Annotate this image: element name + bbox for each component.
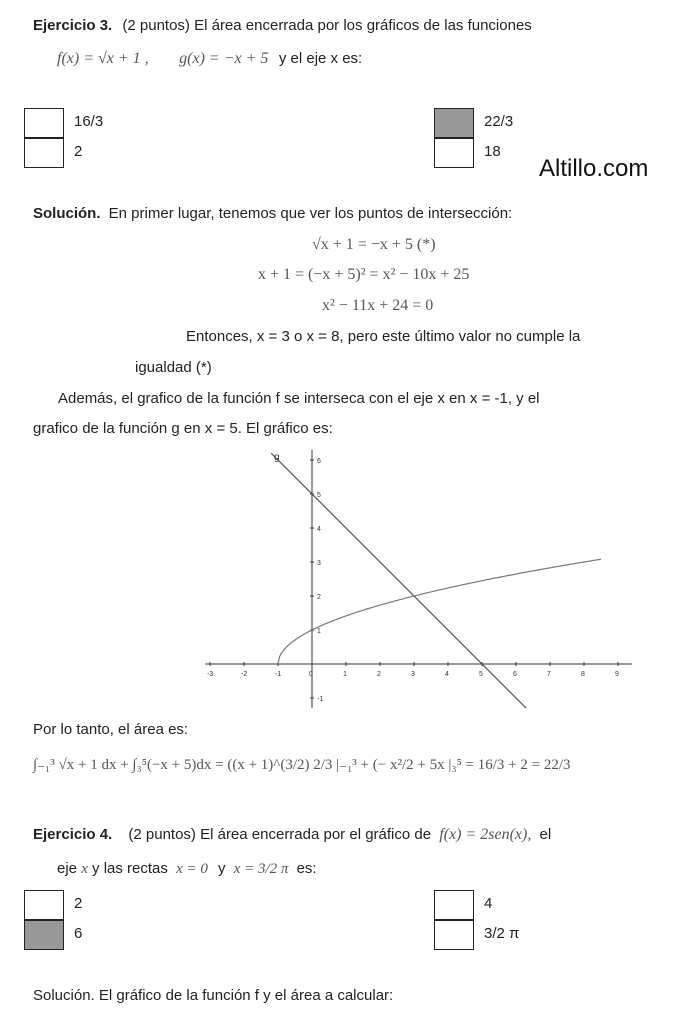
option-label: 2	[74, 895, 83, 912]
ex4-var: x	[81, 861, 88, 877]
ex3-functions	[57, 50, 362, 68]
option-checkbox[interactable]	[434, 138, 474, 168]
watermark: Altillo.com	[539, 155, 649, 182]
ex4-intro: (2 puntos) El área encerrada por el gráfico de	[128, 826, 432, 843]
option-label: 22/3	[484, 113, 514, 130]
option-label: 3/2 π	[484, 925, 520, 942]
ex3-title: Ejercicio 3.	[33, 17, 113, 34]
ex4-text: y las rectas	[92, 860, 168, 877]
x-tick-label: -2	[241, 671, 248, 678]
x-tick-label: 2	[377, 671, 381, 678]
ex4-header	[33, 826, 551, 844]
g-line	[271, 453, 526, 708]
option-checkbox[interactable]	[24, 138, 64, 168]
function-graph	[200, 445, 640, 710]
ex4-line2: eje x y las rectas x = 0 y x = 3/2 π es:	[57, 860, 317, 877]
sol3-line1: Entonces, x = 3 o x = 8, pero este último valor no cumple la	[186, 328, 581, 345]
option-checkbox-selected[interactable]	[434, 108, 474, 138]
ex3-intro: (2 puntos) El área encerrada por los gráficos de las funciones	[122, 17, 532, 34]
option-checkbox[interactable]	[24, 108, 64, 138]
sol3-line4: grafico de la función g en x = 5. El gráfico es:	[33, 420, 333, 437]
x-tick-label: 9	[615, 671, 619, 678]
y-tick-label: 6	[317, 458, 321, 465]
x-tick-label: 3	[411, 671, 415, 678]
ex4-r1: x = 0	[176, 861, 208, 877]
x-tick-label: -1	[275, 671, 282, 678]
equation-1: √x + 1 = −x + 5 (*)	[312, 236, 436, 253]
ex3-tail: y el eje x es:	[278, 50, 363, 67]
g-label: g	[274, 452, 280, 463]
x-tick-label: -3	[207, 671, 214, 678]
x-tick-label: 8	[581, 671, 585, 678]
option-checkbox[interactable]	[434, 920, 474, 950]
ex4-f-def: f(x) = 2sen(x),	[439, 826, 532, 843]
x-tick-label: 6	[513, 671, 517, 678]
y-tick-label: 4	[317, 526, 321, 533]
ex4-title: Ejercicio 4.	[33, 826, 113, 843]
option-label: 2	[74, 143, 83, 160]
y-tick-label: 2	[317, 594, 321, 601]
ex3-g-def: g(x) = −x + 5	[179, 50, 269, 67]
ex4-text: eje	[57, 860, 78, 877]
option-label: 16/3	[74, 113, 104, 130]
equation-3: x² − 11x + 24 = 0	[322, 297, 434, 314]
ex4-text: es:	[296, 860, 317, 877]
area-intro: Por lo tanto, el área es:	[33, 721, 189, 738]
option-label: 18	[484, 143, 501, 160]
x-tick-label: 5	[479, 671, 483, 678]
equation-2: x + 1 = (−x + 5)² = x² − 10x + 25	[258, 266, 470, 283]
ex3-header	[33, 17, 532, 34]
x-tick-label: 0	[309, 671, 313, 678]
y-tick-label: 5	[317, 492, 321, 499]
y-tick-label: -1	[317, 696, 324, 703]
option-checkbox-selected[interactable]	[24, 920, 64, 950]
sol3-title: Solución.	[33, 205, 101, 222]
y-tick-label: 1	[317, 628, 321, 635]
option-label: 4	[484, 895, 493, 912]
sol3-intro: En primer lugar, tenemos que ver los puntos de intersección:	[108, 205, 513, 222]
x-tick-label: 4	[445, 671, 449, 678]
sol3-line3: Además, el grafico de la función f se interseca con el eje x en x = -1, y el	[58, 390, 540, 407]
x-tick-label: 1	[343, 671, 347, 678]
area-formula: ∫₋₁³ √x + 1 dx + ∫₃⁵(−x + 5)dx = ((x + 1)^(3/2) 2/3 |₋₁³ + (− x²/2 + 5x |₃⁵ = 16/3 + 2 = 22/3	[33, 757, 571, 773]
f-curve	[278, 559, 601, 664]
y-tick-label: 3	[317, 560, 321, 567]
sol4-text: Solución. El gráfico de la función f y el área a calcular:	[33, 987, 394, 1004]
ex4-tail: el	[539, 826, 552, 843]
x-tick-label: 7	[547, 671, 551, 678]
sol3-intro-line	[33, 205, 512, 222]
option-checkbox[interactable]	[434, 890, 474, 920]
sol3-line2: igualdad (*)	[135, 359, 212, 376]
option-checkbox[interactable]	[24, 890, 64, 920]
ex3-f-def: f(x) = √x + 1 ,	[57, 50, 149, 67]
option-label: 6	[74, 925, 83, 942]
ex4-r2: x = 3/2 π	[233, 861, 289, 877]
